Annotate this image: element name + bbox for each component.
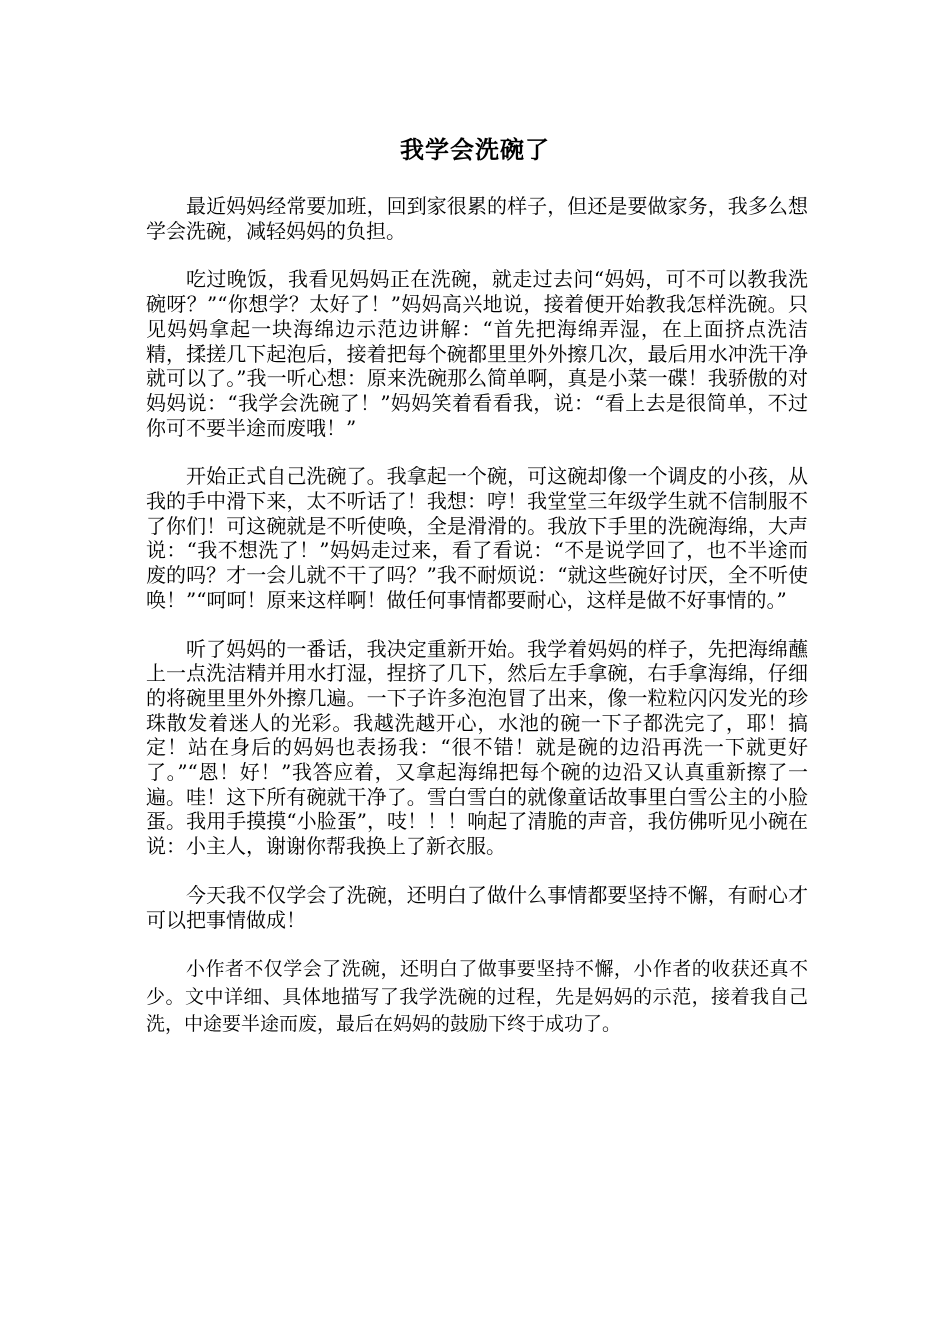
document-title: 我学会洗碗了	[400, 136, 550, 164]
paragraph-intro: 最近妈妈经常要加班，回到家很累的样子，但还是要做家务，我多么想学会洗碗，减轻妈妈的负担。	[146, 194, 808, 243]
document-body	[146, 194, 808, 1063]
paragraph-conclusion: 今天我不仅学会了洗碗，还明白了做什么事情都要坚持不懈，有耐心才可以把事情做成！	[146, 882, 808, 932]
paragraph-teacher-comment: 小作者不仅学会了洗碗，还明白了做事要坚持不懈，小作者的收获还真不少。文中详细、具体地描写了我学洗碗的过程，先是妈妈的示范，接着我自己洗，中途要半途而废，最后在妈妈的鼓励下终于成功了。	[146, 958, 808, 1036]
paragraph-success: 听了妈妈的一番话，我决定重新开始。我学着妈妈的样子，先把海绵蘸上一点洗洁精并用水打湿，捏挤了几下，然后左手拿碗，右手拿海绵，仔细的将碗里里外外擦几遍。一下子许多泡泡冒了出来，像一粒粒闪闪发光的珍珠散发着迷人的光彩。我越洗越开心，水池的碗一下子都洗完了，耶！搞定！站在身后的妈妈也表扬我：“很不错！就是碗的边沿再洗一下就更好了。”“恩！好！”我答应着，又拿起海绵把每个碗的边沿又认真重新擦了一遍。哇！这下所有碗就干净了。雪白雪白的就像童话故事里白雪公主的小脸蛋。我用手摸摸“小脸蛋”，吱！！！响起了清脆的声音，我仿佛听见小碗在说：小主人，谢谢你帮我换上了新衣服。	[146, 636, 808, 859]
paragraph-learning: 吃过晚饭，我看见妈妈正在洗碗，就走过去问“妈妈，可不可以教我洗碗呀？”“你想学？太好了！”妈妈高兴地说，接着便开始教我怎样洗碗。只见妈妈拿起一块海绵边示范边讲解：“首先把海绵弄湿，在上面挤点洗洁精，揉搓几下起泡后，接着把每个碗都里里外外擦几次，最后用水冲洗干净就可以了。”我一听心想：原来洗碗那么简单啊，真是小菜一碟！我骄傲的对妈妈说：“我学会洗碗了！”妈妈笑着看看我，说：“看上去是很简单，不过你可不要半途而废哦！”	[146, 267, 808, 440]
paragraph-first-try: 开始正式自己洗碗了。我拿起一个碗，可这碗却像一个调皮的小孩，从我的手中滑下来，太不听话了！我想：哼！我堂堂三年级学生就不信制服不了你们！可这碗就是不听使唤，全是滑滑的。我放下手里的洗碗海绵，大声说：“我不想洗了！”妈妈走过来，看了看说：“不是说学回了，也不半途而废的吗？才一会儿就不干了吗？”我不耐烦说：“就这些碗好讨厌，全不听使唤！”“呵呵！原来这样啊！做任何事情都要耐心，这样是做不好事情的。”	[146, 464, 808, 612]
